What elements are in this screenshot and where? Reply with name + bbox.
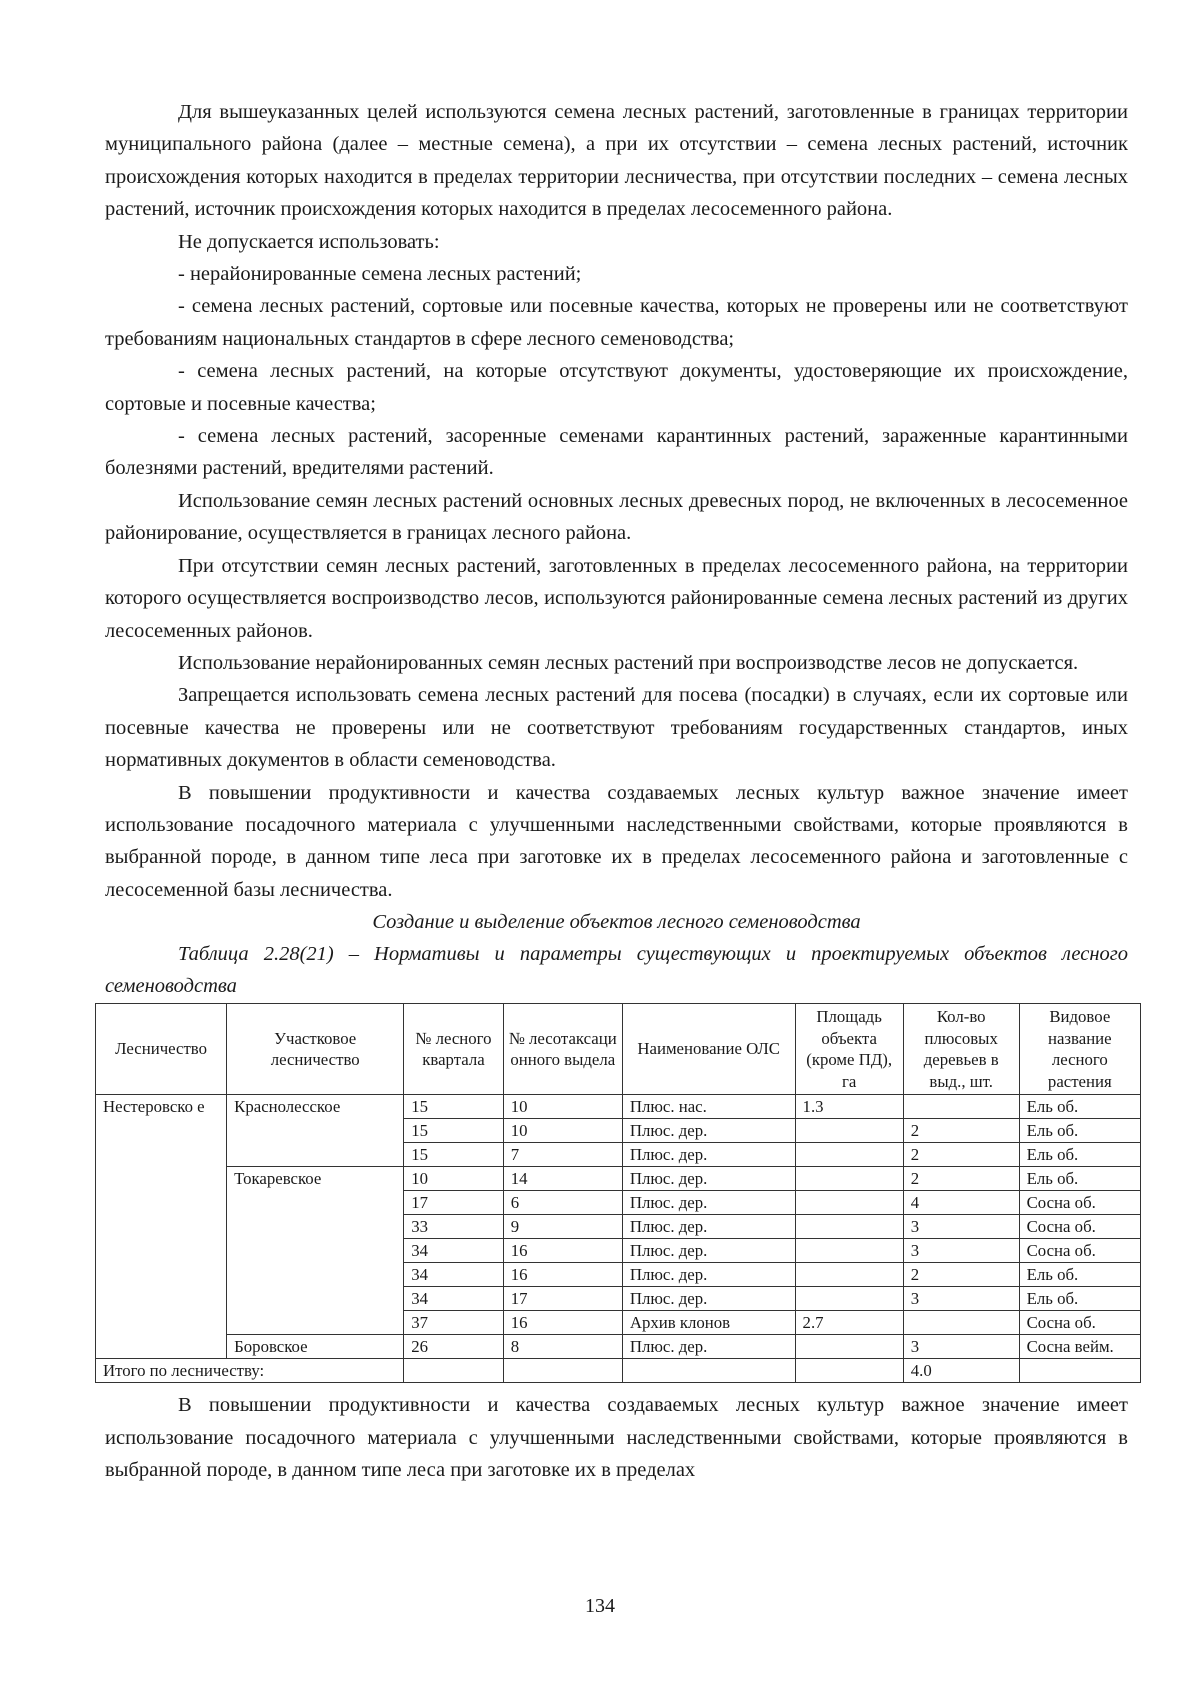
ols-name-cell: Плюс. дер. bbox=[622, 1143, 795, 1167]
species-cell: Ель об. bbox=[1019, 1095, 1140, 1119]
plus-trees-cell: 2 bbox=[903, 1143, 1019, 1167]
total-plus-trees-cell: 4.0 bbox=[903, 1359, 1019, 1383]
species-cell: Ель об. bbox=[1019, 1143, 1140, 1167]
ols-name-cell: Плюс. нас. bbox=[622, 1095, 795, 1119]
paragraph: - семена лесных растений, на которые отсутствуют документы, удостоверяющие их происхождение, сортовые и посевные качества; bbox=[105, 360, 1128, 415]
area-cell bbox=[795, 1239, 903, 1263]
table-total-row bbox=[96, 1359, 1141, 1383]
ols-name-cell: Плюс. дер. bbox=[622, 1263, 795, 1287]
allotment-cell: 16 bbox=[503, 1311, 622, 1335]
plus-trees-cell: 2 bbox=[903, 1263, 1019, 1287]
ols-name-cell: Плюс. дер. bbox=[622, 1167, 795, 1191]
allotment-cell: 6 bbox=[503, 1191, 622, 1215]
area-cell bbox=[795, 1335, 903, 1359]
plus-trees-cell: 3 bbox=[903, 1287, 1019, 1311]
paragraph: - нерайонированные семена лесных растений; bbox=[178, 263, 582, 286]
paragraph: В повышении продуктивности и качества создаваемых лесных культур важное значение имеет использование посадочного материала с улучшенными наследственными свойствами, которые проявляются в выбранной породе, в данном типе леса при заготовке их в пределах лесосеменного района и заготовленные с лесосеменной базы лесничества. bbox=[105, 781, 1128, 901]
ols-name-cell: Архив клонов bbox=[622, 1311, 795, 1335]
header-quarter: № лесного квартала bbox=[404, 1004, 503, 1095]
quarter-cell: 34 bbox=[404, 1263, 503, 1287]
table-body bbox=[96, 1095, 1141, 1383]
species-cell: Сосна вейм. bbox=[1019, 1335, 1140, 1359]
quarter-cell: 15 bbox=[404, 1095, 503, 1119]
allotment-cell: 8 bbox=[503, 1335, 622, 1359]
allotment-cell: 9 bbox=[503, 1215, 622, 1239]
paragraph: Для вышеуказанных целей используются семена лесных растений, заготовленные в границах территории муниципального района (далее – местные семена), а при их отсутствии – семена лесных растений, источник происхождения которых находится в пределах территории лесничества, при отсутствии последних – семена лесных растений, источник происхождения которых находится в пределах лесосеменного района. bbox=[105, 101, 1128, 221]
plus-trees-cell: 4 bbox=[903, 1191, 1019, 1215]
table-row bbox=[96, 1335, 1141, 1359]
seed-objects-table bbox=[95, 1003, 1141, 1383]
district-cell: Краснолесское bbox=[227, 1095, 404, 1167]
area-cell bbox=[795, 1215, 903, 1239]
ols-name-cell: Плюс. дер. bbox=[622, 1239, 795, 1263]
species-cell: Ель об. bbox=[1019, 1167, 1140, 1191]
document-page bbox=[105, 96, 1128, 1486]
district-cell: Токаревское bbox=[227, 1167, 404, 1335]
paragraph: Запрещается использовать семена лесных растений для посева (посадки) в случаях, если их сортовые или посевные качества не проверены или не соответствуют требованиям государственных стандартов, иных нормативных документов в области семеноводства. bbox=[105, 684, 1128, 772]
total-area-cell bbox=[795, 1359, 903, 1383]
species-cell: Ель об. bbox=[1019, 1119, 1140, 1143]
table-row bbox=[96, 1167, 1141, 1191]
allotment-cell: 14 bbox=[503, 1167, 622, 1191]
ols-name-cell: Плюс. дер. bbox=[622, 1335, 795, 1359]
header-plus-trees: Кол-во плюсовых деревьев в выд., шт. bbox=[903, 1004, 1019, 1095]
species-cell: Сосна об. bbox=[1019, 1191, 1140, 1215]
species-cell: Сосна об. bbox=[1019, 1239, 1140, 1263]
table-row bbox=[96, 1095, 1141, 1119]
plus-trees-cell: 3 bbox=[903, 1335, 1019, 1359]
forestry-cell: Нестеровско е bbox=[96, 1095, 227, 1359]
area-cell bbox=[795, 1143, 903, 1167]
paragraph: Не допускается использовать: bbox=[178, 230, 440, 253]
allotment-cell: 17 bbox=[503, 1287, 622, 1311]
area-cell: 2.7 bbox=[795, 1311, 903, 1335]
ols-name-cell: Плюс. дер. bbox=[622, 1191, 795, 1215]
body-text-top bbox=[105, 96, 1128, 906]
ols-name-cell: Плюс. дер. bbox=[622, 1215, 795, 1239]
total-label: Итого по лесничеству: bbox=[96, 1359, 404, 1383]
plus-trees-cell bbox=[903, 1095, 1019, 1119]
quarter-cell: 34 bbox=[404, 1287, 503, 1311]
paragraph: В повышении продуктивности и качества создаваемых лесных культур важное значение имеет использование посадочного материала с улучшенными наследственными свойствами, которые проявляются в выбранной породе, в данном типе леса при заготовке их в пределах bbox=[105, 1394, 1128, 1481]
total-species-cell bbox=[1019, 1359, 1140, 1383]
species-cell: Ель об. bbox=[1019, 1263, 1140, 1287]
table-title: Таблица 2.28(21) – Нормативы и параметры существующих и проектируемых объектов лесного семеноводства bbox=[105, 943, 1128, 998]
total-allotment-cell bbox=[503, 1359, 622, 1383]
paragraph: Использование нерайонированных семян лесных растений при воспроизводстве лесов не допускается. bbox=[178, 651, 1079, 674]
quarter-cell: 37 bbox=[404, 1311, 503, 1335]
quarter-cell: 10 bbox=[404, 1167, 503, 1191]
paragraph: Использование семян лесных растений основных лесных древесных пород, не включенных в лесосеменное районирование, осуществляется в границах лесного района. bbox=[105, 489, 1128, 545]
paragraph: - семена лесных растений, сортовые или посевные качества, которых не проверены или не соответствуют требованиям национальных стандартов в сфере лесного семеноводства; bbox=[105, 295, 1128, 350]
paragraph: - семена лесных растений, засоренные семенами карантинных растений, зараженные карантинными болезнями растений, вредителями растений. bbox=[105, 425, 1128, 480]
header-species: Видовое название лесного растения bbox=[1019, 1004, 1140, 1095]
header-area: Площадь объекта (кроме ПД), га bbox=[795, 1004, 903, 1095]
district-cell: Боровское bbox=[227, 1335, 404, 1359]
section-heading: Создание и выделение объектов лесного семеноводства bbox=[372, 911, 861, 934]
quarter-cell: 33 bbox=[404, 1215, 503, 1239]
ols-name-cell: Плюс. дер. bbox=[622, 1287, 795, 1311]
ols-name-cell: Плюс. дер. bbox=[622, 1119, 795, 1143]
header-ols-name: Наименование ОЛС bbox=[622, 1004, 795, 1095]
plus-trees-cell: 2 bbox=[903, 1119, 1019, 1143]
body-text-bottom bbox=[105, 1389, 1128, 1486]
plus-trees-cell: 2 bbox=[903, 1167, 1019, 1191]
quarter-cell: 17 bbox=[404, 1191, 503, 1215]
plus-trees-cell bbox=[903, 1311, 1019, 1335]
area-cell bbox=[795, 1119, 903, 1143]
quarter-cell: 15 bbox=[404, 1119, 503, 1143]
area-cell bbox=[795, 1167, 903, 1191]
area-cell bbox=[795, 1287, 903, 1311]
species-cell: Ель об. bbox=[1019, 1287, 1140, 1311]
header-district: Участковое лесничество bbox=[227, 1004, 404, 1095]
species-cell: Сосна об. bbox=[1019, 1311, 1140, 1335]
total-quarter-cell bbox=[404, 1359, 503, 1383]
species-cell: Сосна об. bbox=[1019, 1215, 1140, 1239]
plus-trees-cell: 3 bbox=[903, 1215, 1019, 1239]
table-header-row bbox=[96, 1004, 1141, 1095]
area-cell bbox=[795, 1191, 903, 1215]
allotment-cell: 10 bbox=[503, 1095, 622, 1119]
total-ols-name-cell bbox=[622, 1359, 795, 1383]
area-cell bbox=[795, 1263, 903, 1287]
header-forestry: Лесничество bbox=[96, 1004, 227, 1095]
paragraph: При отсутствии семян лесных растений, заготовленных в пределах лесосеменного района, на территории которого осуществляется воспроизводство лесов, используются районированные семена лесных растений из других лесосеменных районов. bbox=[105, 554, 1128, 642]
page-number: 134 bbox=[585, 1595, 615, 1617]
allotment-cell: 16 bbox=[503, 1263, 622, 1287]
allotment-cell: 7 bbox=[503, 1143, 622, 1167]
allotment-cell: 16 bbox=[503, 1239, 622, 1263]
allotment-cell: 10 bbox=[503, 1119, 622, 1143]
quarter-cell: 26 bbox=[404, 1335, 503, 1359]
quarter-cell: 15 bbox=[404, 1143, 503, 1167]
area-cell: 1.3 bbox=[795, 1095, 903, 1119]
quarter-cell: 34 bbox=[404, 1239, 503, 1263]
header-allotment: № лесотаксаци онного выдела bbox=[503, 1004, 622, 1095]
plus-trees-cell: 3 bbox=[903, 1239, 1019, 1263]
